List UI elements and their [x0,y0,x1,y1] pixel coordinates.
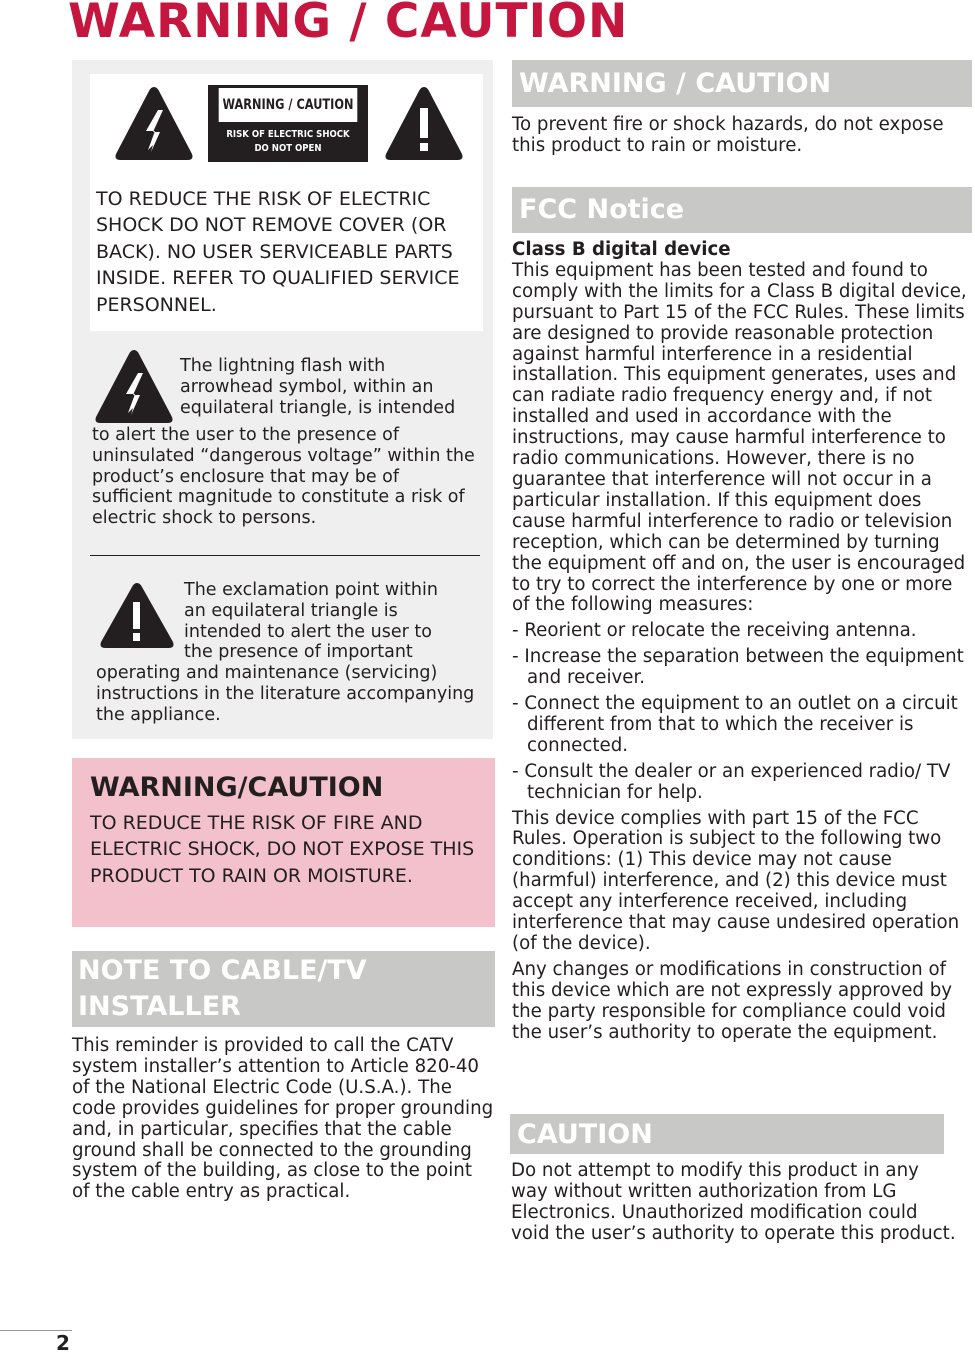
fcc-paragraph: This device complies with part 15 of the FCC Rules. Operation is subject to the following two conditions: (1) This device may not cause (harmful) interference, and (2) this device must accept any interference received, including interference that may cause undesired operation (of the device). [512,807,960,954]
fcc-heading: FCC Notice [512,187,972,233]
fcc-measure: - Reorient or relocate the receiving antenna. [512,620,917,642]
lightning-symbol-icon [93,347,175,425]
warning-section-heading: WARNING / CAUTION [512,60,972,107]
lightning-warning-icon [113,84,195,162]
lightning-line: arrowhead symbol, within an [180,376,434,397]
symbols-divider [90,555,480,556]
lightning-line: The lightning flash with [180,356,386,376]
exclamation-line: intended to alert the user to [184,621,432,642]
fire-warning-text: TO REDUCE THE RISK OF FIRE AND ELECTRIC SHOCK, DO NOT EXPOSE THIS PRODUCT TO RAIN OR MOISTURE. [90,812,475,887]
exclamation-description-head [184,580,484,663]
fcc-paragraph: This equipment has been tested and found to comply with the limits for a Class B digital device, pursuant to Part 15 of the FCC Rules. These limits are designed to provide reasonable protection against harmful interference in a residential installation. This equipment generates, uses and can radiate radio frequency energy and, if not installed and used in accordance with the instructions, may cause harmful interference to radio communications. However, there is no guarantee that interference will not occur in a particular installation. If this equipment does cause harmful interference to radio or television reception, which can be determined by turning the equipment off and on, the user is encouraged to try to correct the interference by one or more of the following measures: [512,259,967,616]
caution-label-line1: RISK OF ELECTRIC SHOCK [226,129,350,140]
cable-note-heading-line: INSTALLER [78,991,241,1022]
exclamation-warning-icon [383,84,465,162]
lightning-line: equilateral triangle, is intended [180,397,456,418]
fcc-measure: - Increase the separation between the equipment and receiver. [512,646,964,689]
cable-note-heading [72,951,495,1027]
exclamation-line: an equilateral triangle is [184,600,398,621]
caution-text: Do not attempt to modify this product in any way without written authorization from LG Electronics. Unauthorized modification could void the user’s authority to operate this product. [511,1160,956,1244]
caution-label-text [208,128,368,156]
warning-section-text: To prevent fire or shock hazards, do not expose this product to rain or moisture. [512,114,944,156]
fcc-subheading: Class B digital device [512,239,731,260]
cable-note-text: This reminder is provided to call the CATV system installer’s attention to Article 820-40 of the National Electric Code (U.S.A.). The code provides guidelines for proper grounding and, in particular, specifies that the cable ground shall be connected to the grounding system of the building, as close to the point of the cable entry as practical. [72,1035,494,1203]
exclamation-line: the presence of important [184,642,413,663]
fcc-measure: - Connect the equipment to an outlet on a circuit different from that to which the receiver is connected. [512,693,958,756]
page-title: WARNING / CAUTION [68,0,629,49]
lightning-description-head [180,356,480,418]
cable-note-heading-line: NOTE TO CABLE/TV [78,955,367,986]
fcc-measure: - Consult the dealer or an experienced radio/ TV technician for help. [512,760,951,803]
page-number: 2 [56,1331,70,1355]
caution-label [208,85,368,162]
exclamation-description-rest: operating and maintenance (servicing) instructions in the literature accompanying the appliance. [96,663,475,725]
exclamation-symbol-icon [98,580,176,650]
caution-label-title: WARNING / CAUTION [219,88,358,122]
caution-heading: CAUTION [510,1114,944,1154]
fire-warning-title: WARNING/CAUTION [90,772,384,803]
reduce-risk-text: TO REDUCE THE RISK OF ELECTRIC SHOCK DO NOT REMOVE COVER (OR BACK). NO USER SERVICEABLE PARTS INSIDE. REFER TO QUALIFIED SERVICE PERSONNEL. [96,188,460,316]
exclamation-line: The exclamation point within [184,580,438,600]
lightning-description-rest: to alert the user to the presence of uninsulated “dangerous voltage” within the product’s enclosure that may be of sufficient magnitude to constitute a risk of electric shock to persons. [92,425,475,529]
fcc-body [512,240,975,1044]
caution-label-line2: DO NOT OPEN [254,143,322,154]
fcc-paragraph: Any changes or modifications in construction of this device which are not expressly approved by the party responsible for compliance could void the user’s authority to operate the equipment. [512,958,953,1043]
